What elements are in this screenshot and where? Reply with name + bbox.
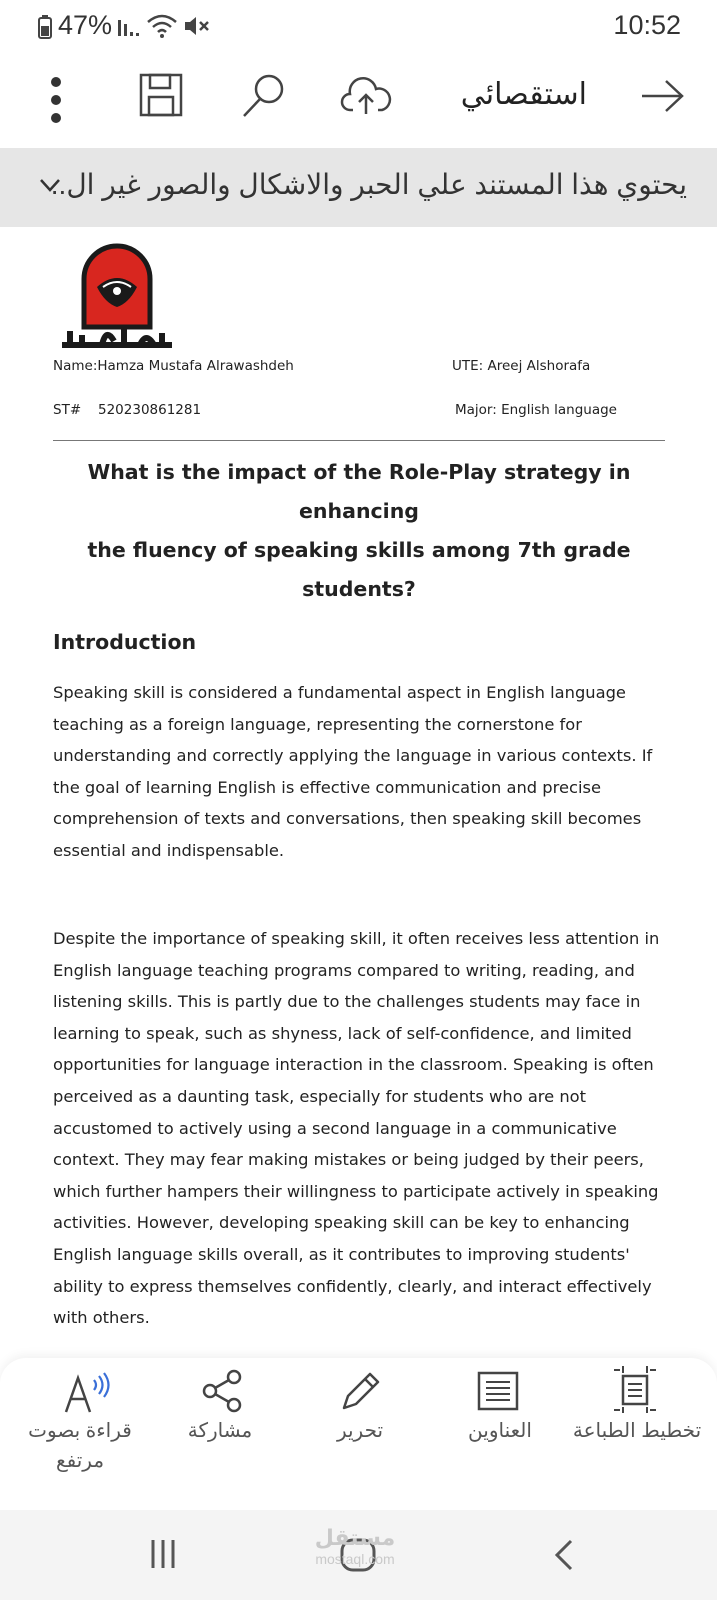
text-line: accustomed to actively using a second language in a communicative [53,1118,617,1138]
wifi-icon [146,12,178,40]
research-question-line: the fluency of speaking skills among 7th grade students? [87,538,631,601]
watermark-url: mostaql.com [315,1551,395,1567]
research-question-line: What is the impact of the Role-Play strategy in enhancing [87,460,631,523]
text-line: with others. [53,1308,150,1328]
text-line: ability to express themselves confidently, clearly, and interact effectively [53,1276,652,1296]
text-line: English language skills overall, as it contributes to improving students' [53,1244,630,1264]
text-line: the goal of learning English is effective communication and precise [53,777,601,797]
read-aloud-button[interactable] [20,1358,140,1510]
text-line: English language teaching programs compared to writing, reading, and [53,960,635,980]
instructor-name: UTE: Areej Alshorafa [452,358,591,374]
text-line: which further hampers their willingness to participate actively in speaking [53,1181,659,1201]
text-line: Despite the importance of speaking skill, it often receives less attention in [53,929,660,948]
print-layout-icon [610,1364,660,1414]
text-line: perceived as a daunting task, especially for students who are not [53,1086,586,1106]
clock: 10:52 [613,10,681,40]
read-aloud-label: مرتفع [55,1450,105,1472]
signal-icon [116,16,140,38]
search-icon[interactable] [240,72,288,120]
banner-message: يحتوي هذا المستند علي الحبر والاشكال والصور غير ال.. [50,169,687,200]
status-bar [0,0,717,52]
forward-arrow-icon[interactable] [640,78,686,114]
edit-label: تحرير [336,1420,384,1442]
mute-icon [182,14,210,38]
text-line: activities. However, developing speaking skill can be key to enhancing [53,1213,630,1233]
text-line: understanding and correctly applying the language in various contexts. If [53,746,653,766]
watermark-logo: مستقل [314,1525,396,1550]
back-icon[interactable] [552,1538,576,1572]
student-number-label: ST# [53,402,82,418]
edit-button[interactable] [300,1358,420,1510]
paragraph-2 [53,923,673,1334]
university-logo [62,241,172,353]
text-line: learning to speak, such as shyness, lack of self-confidence, and limited [53,1023,632,1043]
major: Major: English language [455,402,617,418]
notice-banner[interactable] [0,148,717,227]
cloud-upload-icon[interactable] [340,76,392,116]
print-layout-label: تخطيط الطباعة [572,1420,702,1442]
read-aloud-icon [62,1372,114,1416]
text-line: listening skills. This is partly due to the challenges students may face in [53,992,641,1012]
bottom-action-bar [0,1358,717,1510]
text-line: opportunities for language interaction in the classroom. Speaking is often [53,1055,654,1075]
text-line: essential and indispensable. [53,840,285,860]
headings-button[interactable] [440,1358,560,1510]
document-title: استقصائي [460,78,587,111]
text-line: teaching as a foreign language, representing the cornerstone for [53,714,582,734]
battery-icon [36,14,54,40]
document-toolbar [0,52,717,148]
divider [53,440,665,441]
share-label: مشاركة [187,1420,253,1442]
more-options-icon[interactable] [44,74,68,126]
student-number: 520230861281 [98,402,202,418]
text-line: Speaking skill is considered a fundamental aspect in English language [53,683,626,702]
text-line: comprehension of texts and conversations, then speaking skill becomes [53,809,642,829]
section-heading: Introduction [53,630,197,654]
save-icon[interactable] [138,72,184,118]
pencil-icon [336,1366,382,1414]
headings-label: العناوين [468,1420,532,1442]
research-question [53,453,665,609]
read-aloud-label: قراءة بصوت [28,1420,132,1442]
paragraph-1 [53,677,673,867]
student-name: Name:Hamza Mustafa Alrawashdeh [53,358,294,374]
share-icon [200,1368,246,1414]
print-layout-button[interactable] [562,1358,712,1510]
recent-apps-icon[interactable] [148,1538,178,1570]
battery-percentage: 47% [58,10,113,40]
text-line: context. They may fear making mistakes or being judged by their peers, [53,1150,644,1170]
headings-icon [476,1370,520,1412]
share-button[interactable] [160,1358,280,1510]
